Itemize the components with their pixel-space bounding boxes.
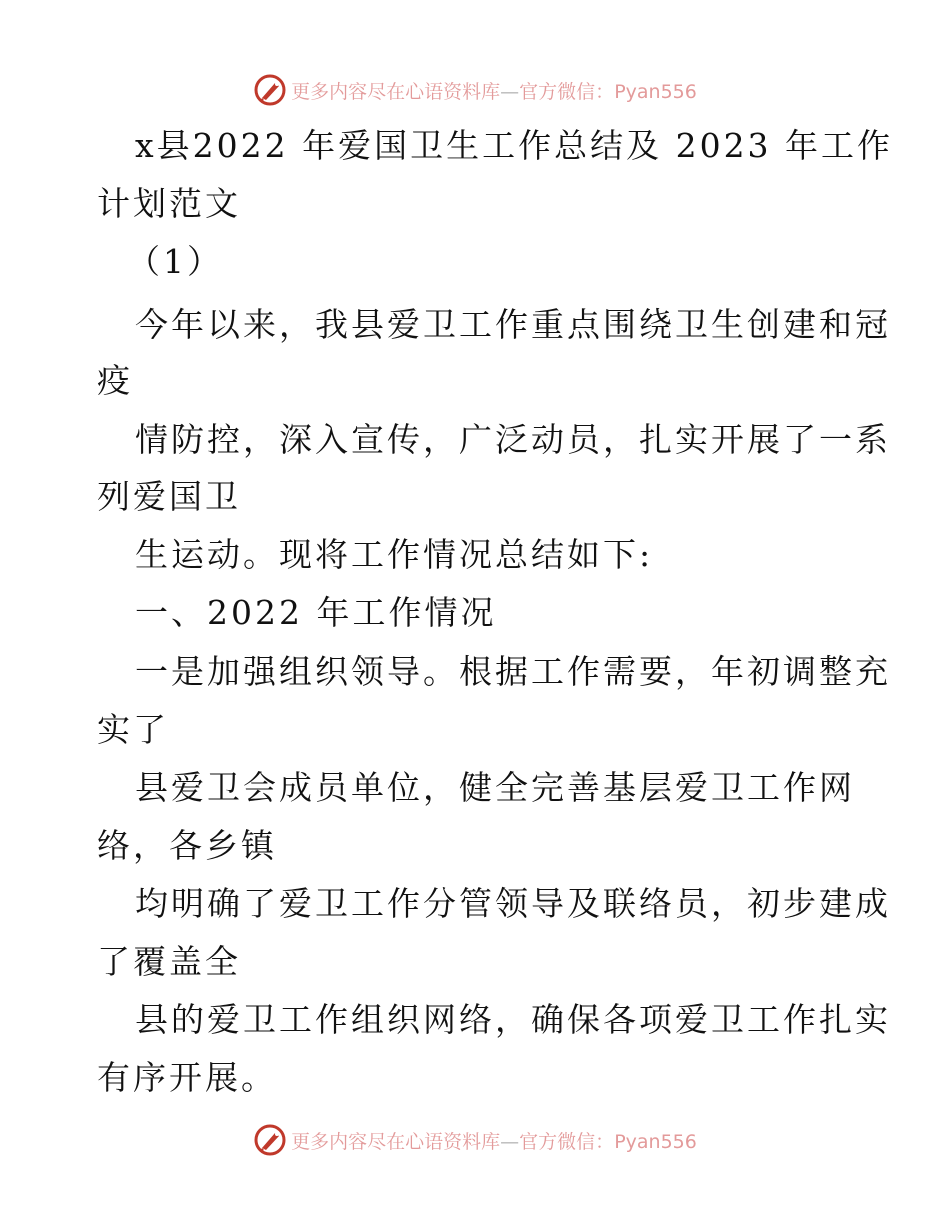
body-line: 疫 bbox=[97, 361, 133, 400]
body-line: 生运动。现将工作情况总结如下: bbox=[135, 535, 654, 574]
section-heading: 一、2022 年工作情况 bbox=[135, 593, 497, 632]
watermark-handle: Pyan556 bbox=[614, 80, 697, 103]
watermark-main: 更多内容尽在心语资料库 bbox=[291, 80, 501, 103]
pen-logo-icon bbox=[253, 1123, 287, 1157]
body-line: 了覆盖全 bbox=[97, 942, 241, 981]
watermark-banner-top bbox=[0, 72, 950, 108]
body-line: 一是加强组织领导。根据工作需要，年初调整充 bbox=[135, 652, 891, 691]
watermark-banner-bottom bbox=[0, 1122, 950, 1158]
body-line: 今年以来，我县爱卫工作重点围绕卫生创建和冠 bbox=[135, 305, 891, 344]
watermark-text bbox=[291, 1127, 697, 1154]
body-line: 列爱国卫 bbox=[97, 477, 241, 516]
watermark-separator: — bbox=[500, 80, 520, 103]
body-line: 均明确了爱卫工作分管领导及联络员，初步建成 bbox=[135, 884, 891, 923]
body-line: 有序开展。 bbox=[97, 1058, 277, 1097]
watermark-suffix: 官方微信： bbox=[519, 1130, 615, 1153]
body-line: 实了 bbox=[97, 710, 169, 749]
watermark-text bbox=[291, 77, 697, 104]
pen-logo-icon bbox=[253, 73, 287, 107]
title-line-2: 计划范文 bbox=[97, 184, 241, 223]
body-line: 县爱卫会成员单位，健全完善基层爱卫工作网 bbox=[135, 768, 855, 807]
watermark-handle: Pyan556 bbox=[614, 1130, 697, 1153]
body-line: 县的爱卫工作组织网络，确保各项爱卫工作扎实 bbox=[135, 1000, 891, 1039]
body-line: 情防控，深入宣传，广泛动员，扎实开展了一系 bbox=[135, 420, 891, 459]
body-line: 络，各乡镇 bbox=[97, 826, 277, 865]
section-number: （1） bbox=[127, 242, 223, 281]
watermark-suffix: 官方微信： bbox=[519, 80, 615, 103]
watermark-separator: — bbox=[500, 1130, 520, 1153]
title-line-1: x县2022 年爱国卫生工作总结及 2023 年工作 bbox=[135, 126, 894, 165]
watermark-main: 更多内容尽在心语资料库 bbox=[291, 1130, 501, 1153]
